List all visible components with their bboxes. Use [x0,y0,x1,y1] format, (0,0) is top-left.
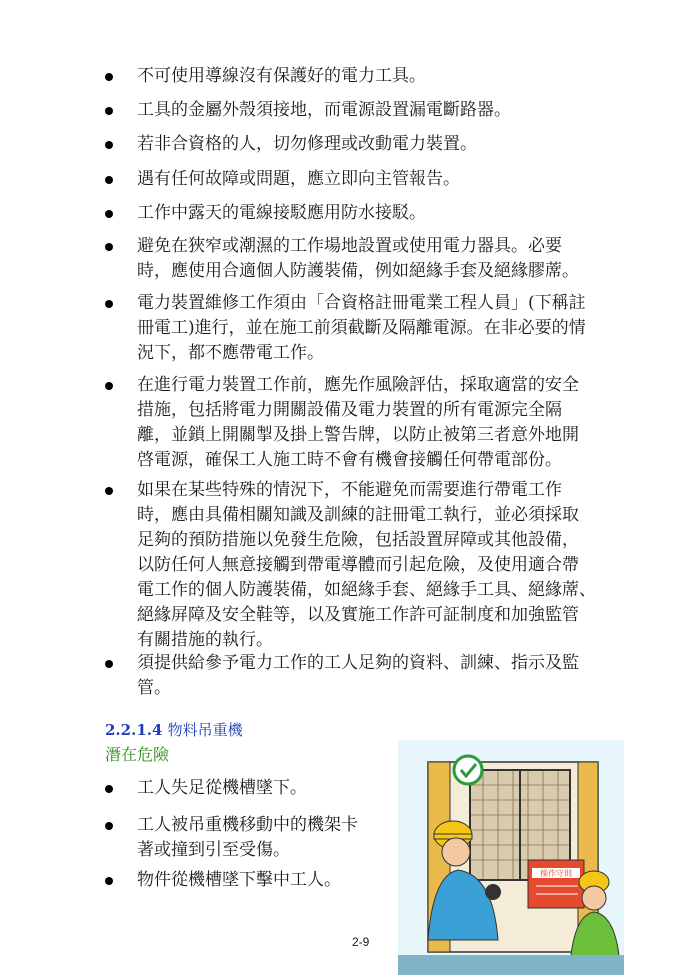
section-heading [105,719,243,740]
section-subtitle: 潛在危險 [105,745,170,764]
item-text: 工人被吊重機移動中的機架卡 [137,815,358,835]
bullet-dot [105,300,113,308]
page-number: 2-9 [352,935,370,949]
item-text: 不可使用導線沒有保護好的電力工具。 [137,66,426,86]
bullet-dot [105,877,113,885]
bullet-dot [105,785,113,793]
item-text: 啓電源，確保工人施工時不會有機會接觸任何帶電部份。 [137,450,562,470]
item-text: 況下，都不應帶電工作。 [137,343,324,363]
bullet-dot [105,382,113,390]
item-text: 在進行電力裝置工作前，應先作風險評估，採取適當的安全 [137,375,579,395]
item-text: 須提供給參予電力工作的工人足夠的資料、訓練、指示及監 [137,653,579,673]
item-text: 電工作的個人防護裝備，如絕緣手套、絕緣手工具、絕緣蓆、 [137,580,596,600]
item-text: 冊電工)進行，並在施工前須截斷及隔離電源。在非必要的情 [137,318,586,338]
item-text: 絕緣屏障及安全鞋等，以及實施工作許可証制度和加強監管 [137,605,579,625]
item-text: 時，應使用合適個人防護裝備，例如絕緣手套及絕緣膠蓆。 [137,261,579,281]
bullet-dot [105,176,113,184]
bullet-dot [105,243,113,251]
item-text: 有關措施的執行。 [137,630,273,650]
item-text: 時，應由具備相關知識及訓練的註冊電工執行，並必須採取 [137,505,579,525]
bullet-dot [105,73,113,81]
item-text: 避免在狹窄或潮濕的工作場地設置或使用電力器具。必要 [137,236,562,256]
bullet-dot [105,822,113,830]
item-text: 遇有任何故障或問題，應立即向主管報告。 [137,169,460,189]
item-text: 工人失足從機槽墜下。 [137,778,307,798]
item-text: 措施，包括將電力開關設備及電力裝置的所有電源完全隔 [137,400,562,420]
section-title: 物料吊重機 [167,721,243,739]
item-text: 以防任何人無意接觸到帶電導體而引起危險，及使用適合帶 [137,555,579,575]
section-number: 2.2.1.4 [105,721,163,739]
item-text: 電力裝置維修工作須由「合資格註冊電業工程人員」(下稱註 [137,293,586,313]
sign-text: 操作守則 [540,869,572,878]
bullet-dot [105,487,113,495]
hoist-safety-illustration [398,740,624,975]
item-text: 工作中露天的電線接駁應用防水接駁。 [137,203,426,223]
item-text: 著或撞到引至受傷。 [137,840,290,860]
item-text: 管。 [137,678,171,698]
bullet-dot [105,107,113,115]
item-text: 工具的金屬外殼須接地，而電源設置漏電斷路器。 [137,100,511,120]
item-text: 離，並鎖上開關掣及掛上警告牌，以防止被第三者意外地開 [137,425,579,445]
item-text: 足夠的預防措施以免發生危險，包括設置屏障或其他設備， [137,530,579,550]
item-text: 如果在某些特殊的情況下，不能避免而需要進行帶電工作 [137,480,562,500]
bullet-dot [105,210,113,218]
item-text: 物件從機槽墜下擊中工人。 [137,870,341,890]
bullet-dot [105,141,113,149]
bullet-dot [105,660,113,668]
item-text: 若非合資格的人，切勿修理或改動電力裝置。 [137,134,477,154]
